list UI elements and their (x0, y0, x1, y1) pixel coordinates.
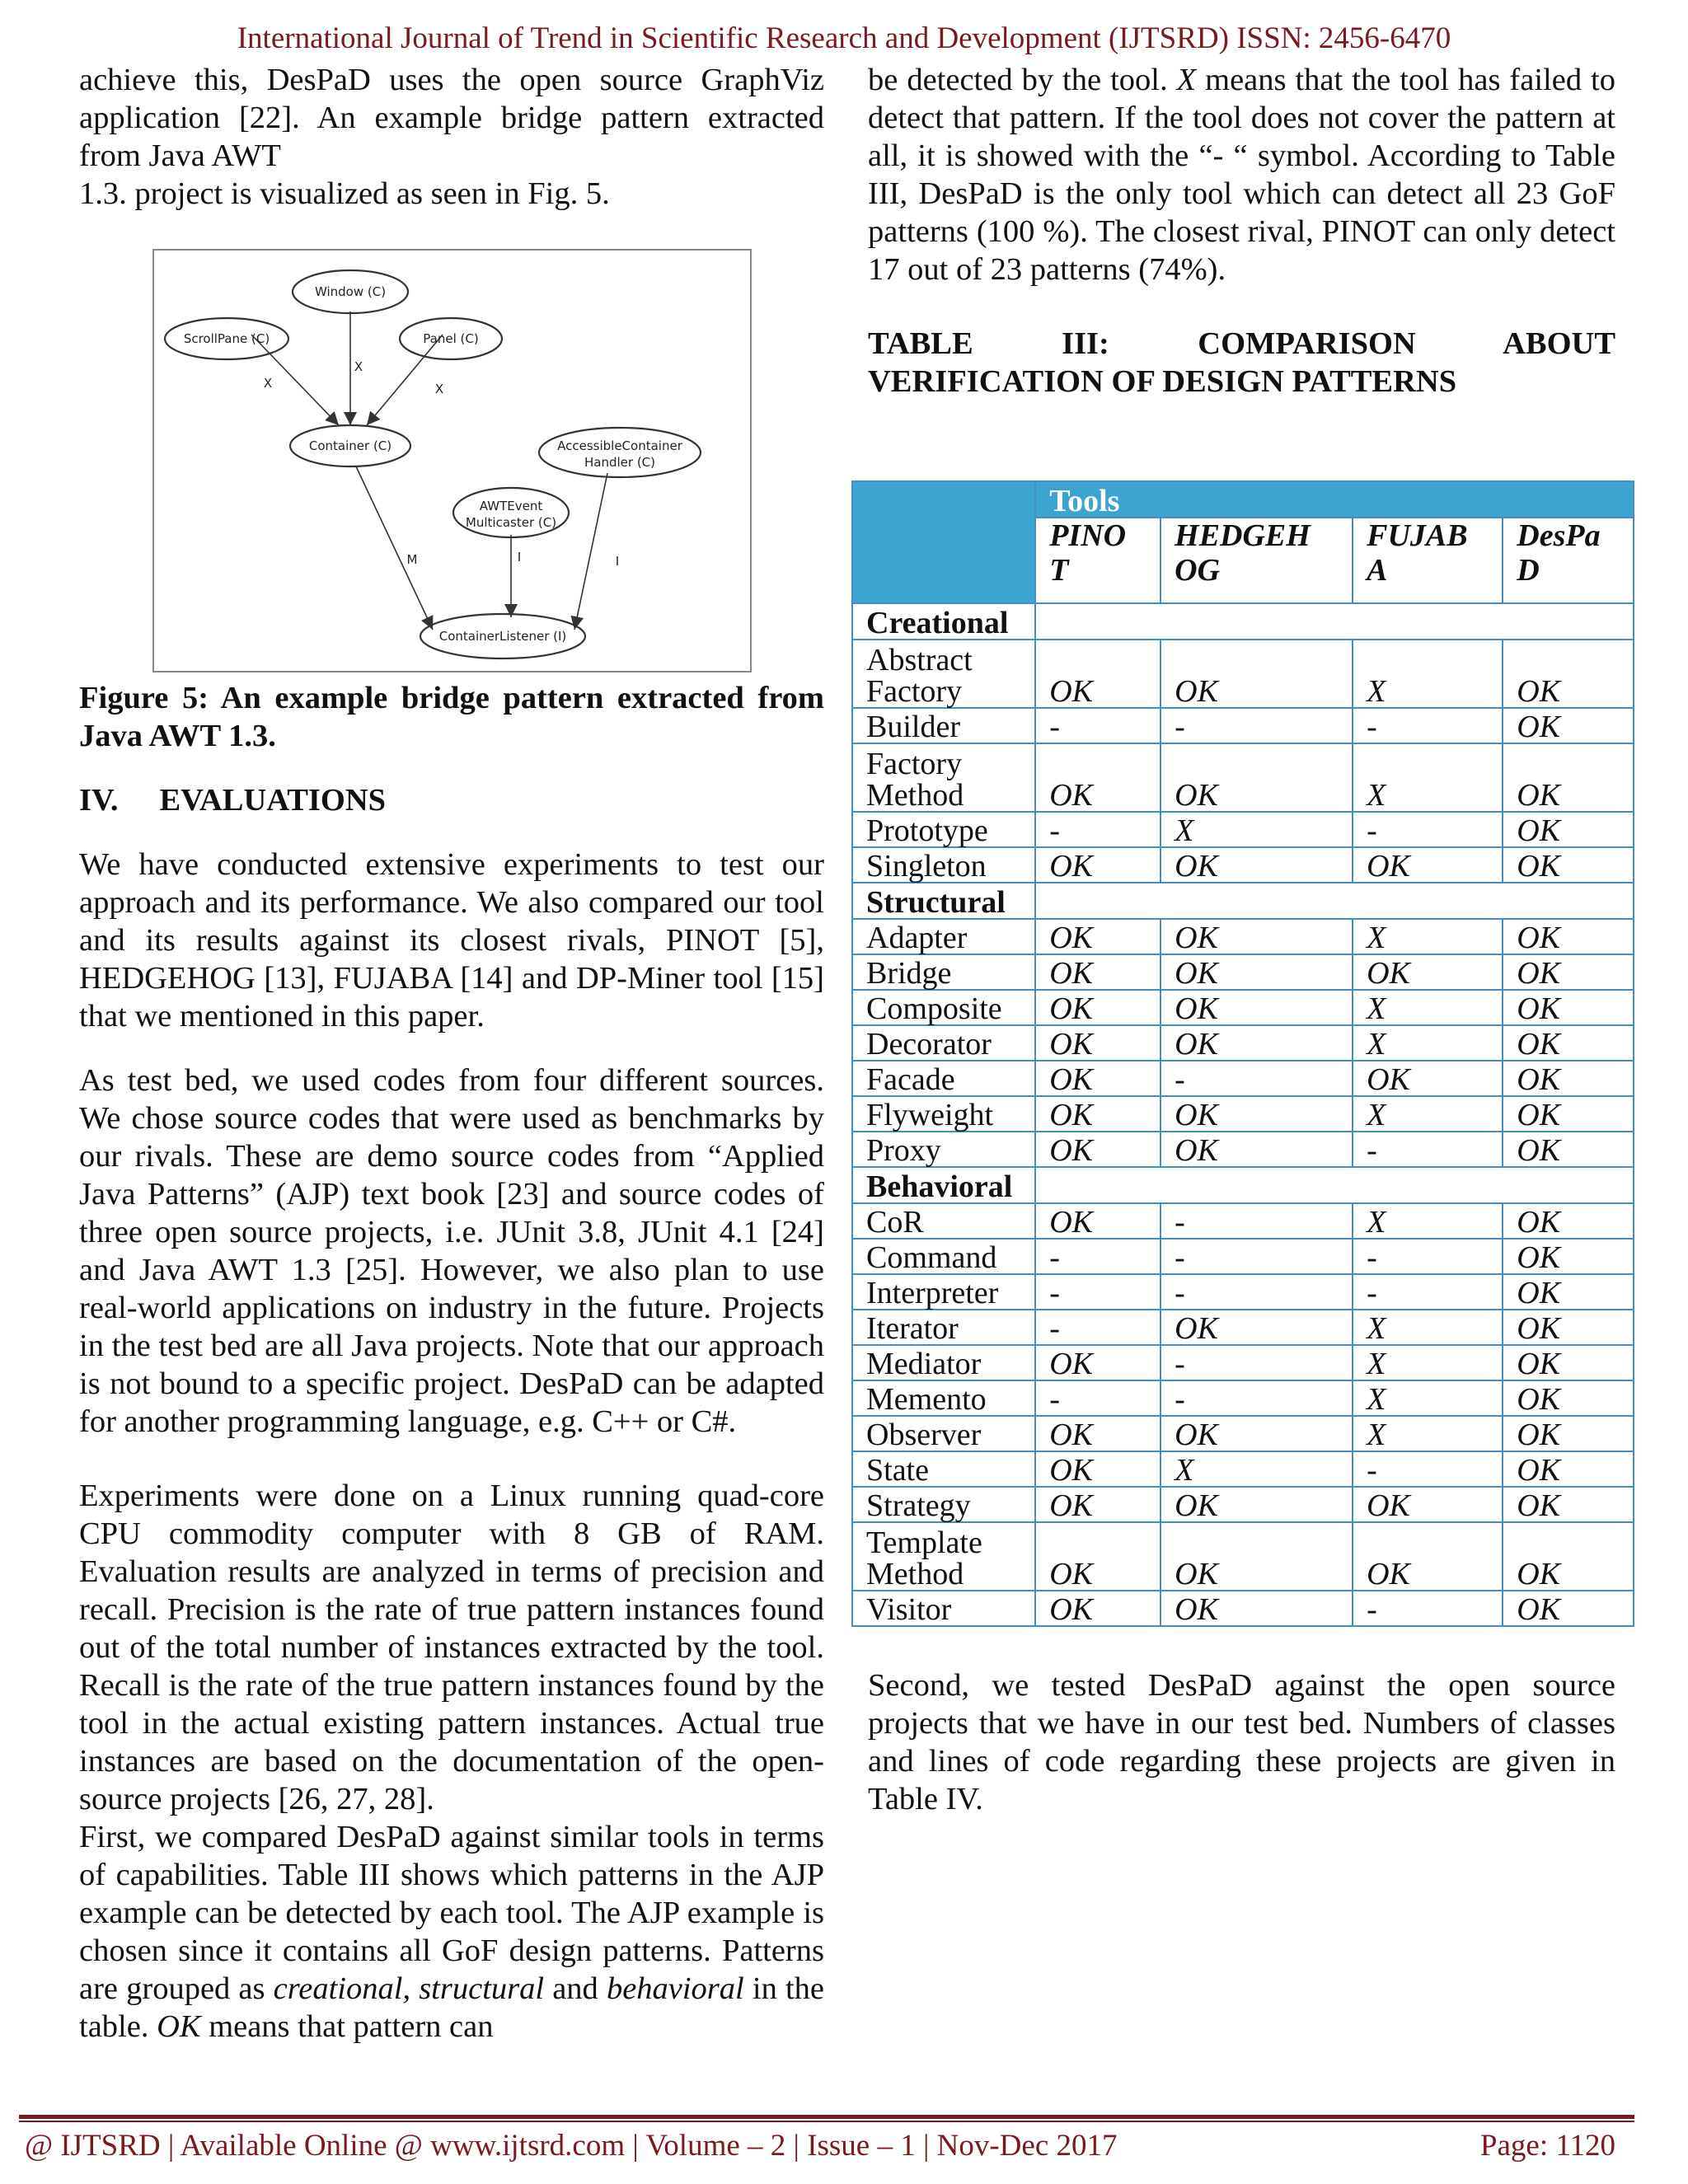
tool-name-0: PINO T (1035, 518, 1160, 603)
table-row (852, 1239, 1634, 1274)
pattern-name: Flyweight (852, 1096, 1035, 1132)
result-cell: OK (1503, 1239, 1634, 1274)
pattern-name: Factory Method (852, 743, 1035, 812)
table-row (852, 1025, 1634, 1061)
group-row (852, 1167, 1634, 1203)
pattern-name: Proxy (852, 1132, 1035, 1167)
result-cell: OK (1035, 1132, 1160, 1167)
result-cell: OK (1503, 708, 1634, 743)
result-cell: OK (1160, 1522, 1353, 1591)
table-row (852, 1591, 1634, 1626)
label-panel: Panel (C) (423, 331, 479, 346)
pattern-name: Builder (852, 708, 1035, 743)
edge-label-2: X (354, 359, 363, 374)
result-cell: - (1035, 1239, 1160, 1274)
result-cell: OK (1160, 1487, 1353, 1522)
label-container: Container (C) (308, 438, 392, 453)
text-part: means that pattern can (200, 2009, 494, 2044)
result-cell: - (1035, 1274, 1160, 1310)
result-cell: OK (1035, 1591, 1160, 1626)
result-cell: OK (1035, 1416, 1160, 1451)
paragraph-evaluation-setup: Experiments were done on a Linux running quad-core CPU commodity computer with 8 GB of RAM. Evaluation results are analyzed in terms of precision and recall. Precision is the rate of true pattern instances found out of the total number of instances extracted by the tool. Recall is the rate of the true pattern instances found by the tool in the actual existing pattern instances. Actual true instances are based on the documentation of the open-source projects [26, 27, 28]. (79, 1479, 824, 1816)
pattern-name: Abstract Factory (852, 640, 1035, 708)
table-row (852, 1345, 1634, 1380)
bridge-pattern-graph (154, 251, 753, 674)
result-cell: OK (1503, 1451, 1634, 1487)
result-cell: OK (1353, 1061, 1503, 1096)
label-awt-2: Multicaster (C) (465, 515, 557, 530)
page-footer (25, 2128, 1615, 2163)
result-cell: OK (1035, 1025, 1160, 1061)
journal-header: International Journal of Trend in Scientific Research and Development (IJTSRD) ISSN: 2456-6470 (237, 21, 1451, 55)
right-column (868, 61, 1615, 401)
edge-label-1: X (263, 376, 273, 391)
result-cell: OK (1503, 743, 1634, 812)
section-number: IV. (79, 783, 119, 818)
result-cell: X (1353, 1345, 1503, 1380)
group-name: Structural (852, 883, 1035, 919)
result-cell: - (1160, 1061, 1353, 1096)
result-cell: - (1035, 1310, 1160, 1345)
table-corner-cell (852, 481, 1035, 603)
result-cell: OK (1503, 1274, 1634, 1310)
result-cell: OK (1503, 812, 1634, 847)
text-part: means that the tool has failed to detect that pattern. If the tool does not cover the pattern at all, it is showed with the “- “ symbol. According to Table III, DesPaD is the only tool which can detect all 23 GoF patterns (100 %). The closest rival, PINOT can only detect 17 out of 23 patterns (74%). (868, 63, 1616, 287)
edge-label-3: X (434, 382, 444, 396)
table-row (852, 919, 1634, 954)
edge-container-listener (356, 466, 433, 630)
label-accessible-1: AccessibleContainer (557, 438, 682, 453)
table-row (852, 708, 1634, 743)
text-part: in the table. (79, 1971, 824, 2044)
result-cell: OK (1353, 1522, 1503, 1591)
result-cell: OK (1503, 954, 1634, 990)
result-cell: X (1353, 1025, 1503, 1061)
result-cell: OK (1160, 919, 1353, 954)
table-row (852, 847, 1634, 883)
section-heading (79, 781, 824, 819)
result-cell: X (1353, 640, 1503, 708)
result-cell: OK (1503, 1310, 1634, 1345)
table-title-line1: TABLE III: COMPARISON ABOUT (868, 326, 1615, 361)
result-cell: OK (1160, 743, 1353, 812)
text-part: be detected by the tool. (868, 63, 1177, 97)
result-cell: - (1353, 1451, 1503, 1487)
table-row (852, 1061, 1634, 1096)
tool-name-1: HEDGEH OG (1160, 518, 1353, 603)
paragraph-legend (868, 61, 1615, 288)
result-cell: OK (1353, 954, 1503, 990)
result-cell: OK (1035, 990, 1160, 1025)
table-row (852, 1416, 1634, 1451)
result-cell: X (1353, 919, 1503, 954)
table-row (852, 954, 1634, 990)
table-title-line2: VERIFICATION OF DESIGN PATTERNS (868, 364, 1457, 399)
result-cell: OK (1160, 954, 1353, 990)
pattern-name: Prototype (852, 812, 1035, 847)
result-cell: OK (1353, 847, 1503, 883)
result-cell: OK (1503, 1132, 1634, 1167)
text-italic-behavioral: behavioral (606, 1971, 744, 2006)
result-cell: - (1353, 1132, 1503, 1167)
result-cell: - (1160, 708, 1353, 743)
result-cell: OK (1160, 990, 1353, 1025)
table-row (852, 1522, 1634, 1591)
table-row (852, 1451, 1634, 1487)
result-cell: - (1160, 1203, 1353, 1239)
pattern-name: Decorator (852, 1025, 1035, 1061)
result-cell: OK (1503, 1203, 1634, 1239)
result-cell: OK (1035, 1487, 1160, 1522)
result-cell: X (1353, 1203, 1503, 1239)
pattern-name: Singleton (852, 847, 1035, 883)
result-cell: OK (1503, 1096, 1634, 1132)
edge-accessible-listener (574, 473, 607, 630)
result-cell: - (1353, 812, 1503, 847)
result-cell: OK (1035, 1451, 1160, 1487)
table-row (852, 1310, 1634, 1345)
text-italic-ok: OK (157, 2009, 201, 2044)
pattern-name: Strategy (852, 1487, 1035, 1522)
result-cell: X (1353, 990, 1503, 1025)
result-cell: OK (1503, 1487, 1634, 1522)
result-cell: OK (1160, 1096, 1353, 1132)
pattern-name: State (852, 1451, 1035, 1487)
pattern-name: Adapter (852, 919, 1035, 954)
result-cell: X (1353, 1380, 1503, 1416)
result-cell: - (1035, 812, 1160, 847)
result-cell: - (1035, 1380, 1160, 1416)
tool-name-3: DesPa D (1503, 518, 1634, 603)
group-row (852, 603, 1634, 640)
result-cell: OK (1160, 1025, 1353, 1061)
pattern-name: Composite (852, 990, 1035, 1025)
table-row (852, 812, 1634, 847)
result-cell: - (1160, 1380, 1353, 1416)
pattern-name: Interpreter (852, 1274, 1035, 1310)
pattern-name: Observer (852, 1416, 1035, 1451)
table-row (852, 990, 1634, 1025)
pattern-name: Memento (852, 1380, 1035, 1416)
result-cell: X (1353, 743, 1503, 812)
paragraph-graphviz-end: 1.3. project is visualized as seen in Fig. 5. (79, 176, 610, 211)
paragraph-graphviz: achieve this, DesPaD uses the open source GraphViz application [22]. An example bridge pattern extracted from Java AWT (79, 63, 824, 173)
group-name: Behavioral (852, 1167, 1035, 1203)
result-cell: OK (1503, 1345, 1634, 1380)
result-cell: OK (1160, 1591, 1353, 1626)
result-cell: OK (1035, 1522, 1160, 1591)
paragraph-open-source-test: Second, we tested DesPaD against the open source projects that we have in our test bed. Numbers of classes and lines of code regarding these projects are given in Table IV. (868, 1668, 1615, 1816)
result-cell: OK (1035, 1345, 1160, 1380)
section-title: EVALUATIONS (159, 783, 387, 818)
page-number: Page: 1120 (1479, 2129, 1615, 2163)
text-italic-x: X (1176, 63, 1197, 97)
text-italic-creational: creational, structural (273, 1971, 545, 2006)
pattern-name: CoR (852, 1203, 1035, 1239)
result-cell: OK (1503, 990, 1634, 1025)
pattern-name: Bridge (852, 954, 1035, 990)
pattern-name: Facade (852, 1061, 1035, 1096)
pattern-name: Template Method (852, 1522, 1035, 1591)
result-cell: OK (1035, 954, 1160, 990)
result-cell: OK (1503, 1591, 1634, 1626)
result-cell: OK (1035, 847, 1160, 883)
result-cell: OK (1160, 1310, 1353, 1345)
result-cell: OK (1503, 1025, 1634, 1061)
result-cell: OK (1035, 640, 1160, 708)
footer-text: @ IJTSRD | Available Online @ www.ijtsrd.com | Volume – 2 | Issue – 1 | Nov-Dec 2017 (25, 2129, 1118, 2163)
result-cell: OK (1503, 1416, 1634, 1451)
result-cell: OK (1160, 1416, 1353, 1451)
result-cell: OK (1503, 1061, 1634, 1096)
table-row (852, 1096, 1634, 1132)
result-cell: OK (1503, 847, 1634, 883)
edge-label-4: M (406, 552, 418, 567)
result-cell: OK (1035, 919, 1160, 954)
result-cell: OK (1160, 1132, 1353, 1167)
footer-rule-thin (19, 2121, 1634, 2122)
table-row (852, 1203, 1634, 1239)
result-cell: OK (1035, 743, 1160, 812)
result-cell: - (1353, 1274, 1503, 1310)
result-cell: X (1160, 1451, 1353, 1487)
result-cell: OK (1503, 1380, 1634, 1416)
result-cell: OK (1353, 1487, 1503, 1522)
result-cell: OK (1503, 640, 1634, 708)
pattern-name: Command (852, 1239, 1035, 1274)
result-cell: X (1353, 1416, 1503, 1451)
result-cell: OK (1035, 1096, 1160, 1132)
label-window: Window (C) (314, 284, 387, 299)
pattern-name: Mediator (852, 1345, 1035, 1380)
pattern-name: Iterator (852, 1310, 1035, 1345)
result-cell: - (1353, 1591, 1503, 1626)
table-row (852, 1274, 1634, 1310)
text-part: and (544, 1971, 607, 2006)
group-name: Creational (852, 603, 1035, 640)
group-empty-cell (1035, 1167, 1634, 1203)
table-row (852, 1487, 1634, 1522)
result-cell: - (1160, 1345, 1353, 1380)
result-cell: OK (1160, 847, 1353, 883)
edge-label-5: I (517, 550, 522, 565)
left-column (79, 61, 824, 2046)
paragraph-capabilities (79, 1818, 824, 2046)
result-cell: - (1353, 1239, 1503, 1274)
table-row (852, 640, 1634, 708)
figure-5-diagram (152, 249, 752, 673)
group-empty-cell (1035, 603, 1634, 640)
paragraph-experiments: We have conducted extensive experiments to test our approach and its performance. We also compared our tool and its results against its closest rivals, PINOT [5], HEDGEHOG [13], FUJABA [14] and DP-Miner tool [15] that we mentioned in this paper. (79, 847, 824, 1033)
result-cell: X (1160, 812, 1353, 847)
result-cell: - (1035, 708, 1160, 743)
label-scrollpane: ScrollPane (C) (183, 331, 270, 346)
table-header-row (852, 481, 1634, 518)
figure-caption: Figure 5: An example bridge pattern extracted from Java AWT 1.3. (79, 681, 824, 753)
label-listener: ContainerListener (I) (438, 629, 567, 644)
result-cell: X (1353, 1096, 1503, 1132)
text-part: First, we compared DesPaD against similar tools in terms of capabilities. Table III shows which patterns in the AJP example can be detected by each tool. The AJP example is chosen since it contains all GoF design patterns. Patterns are grouped as (79, 1820, 824, 2006)
result-cell: OK (1035, 1203, 1160, 1239)
result-cell: - (1353, 708, 1503, 743)
result-cell: X (1353, 1310, 1503, 1345)
table-row (852, 743, 1634, 812)
label-awt-1: AWTEvent (479, 499, 543, 513)
table-row (852, 1380, 1634, 1416)
result-cell: OK (1035, 1061, 1160, 1096)
tool-name-2: FUJAB A (1353, 518, 1503, 603)
label-accessible-2: Handler (C) (584, 455, 656, 470)
group-empty-cell (1035, 883, 1634, 919)
tools-header: Tools (1035, 481, 1634, 518)
paragraph-test-bed: As test bed, we used codes from four different sources. We chose source codes that were used as benchmarks by our rivals. These are demo source codes from “Applied Java Patterns” (AJP) text book [23] and source codes of three open source projects, i.e. JUnit 3.8, JUnit 4.1 [24] and Java AWT 1.3 [25]. However, we also plan to use real-world applications on industry in the future. Projects in the test bed are all Java projects. Note that our approach is not bound to a specific project. DesPaD can be adapted for another programming language, e.g. C++ or C#. (79, 1063, 824, 1439)
edge-label-6: I (615, 554, 620, 569)
result-cell: OK (1503, 1522, 1634, 1591)
result-cell: OK (1503, 919, 1634, 954)
footer-rule (19, 2115, 1634, 2119)
table-row (852, 1132, 1634, 1167)
result-cell: - (1160, 1239, 1353, 1274)
result-cell: - (1160, 1274, 1353, 1310)
result-cell: OK (1160, 640, 1353, 708)
pattern-name: Visitor (852, 1591, 1035, 1626)
group-row (852, 883, 1634, 919)
comparison-table (851, 480, 1634, 1627)
